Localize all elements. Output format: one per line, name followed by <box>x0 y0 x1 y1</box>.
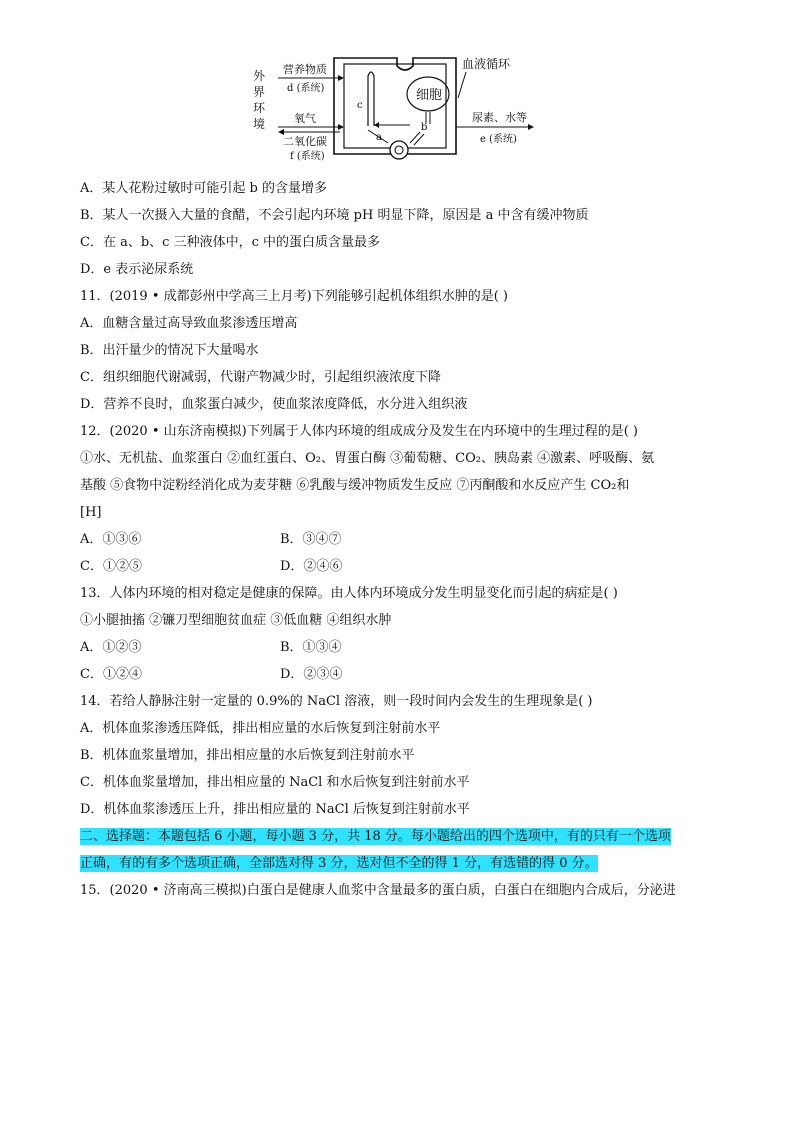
q12-options-row-2 <box>80 553 720 580</box>
arrow-a-b <box>410 132 420 143</box>
outside-label-3: 环 <box>253 101 266 115</box>
q11-option-d: D．营养不良时，血浆蛋白减少，使血浆浓度降低，水分进入组织液 <box>80 397 468 412</box>
label-b: b <box>421 122 428 133</box>
q13-options-row-1 <box>80 634 720 661</box>
system-f-label: f (系统) <box>290 151 325 162</box>
section2-heading-line-1 <box>80 823 720 850</box>
blood-circulation-label: 血液循环 <box>462 57 511 71</box>
q12-option-a: A．①③⑥ <box>80 532 142 547</box>
arrow-head <box>374 122 379 128</box>
arrow-head <box>528 124 534 130</box>
section2-highlight-2: 正确，有的有多个选项正确，全部选对得 3 分，选对但不全的得 1 分，有选错的得 0 分。 <box>80 856 598 871</box>
q11-option-c: C．组织细胞代谢减弱，代谢产物减少时，引起组织液浓度下降 <box>80 370 441 385</box>
section2-heading-line-2 <box>80 850 720 877</box>
q10-option-a: A．某人花粉过敏时可能引起 b 的含量增多 <box>80 181 327 196</box>
outside-label-4: 境 <box>253 117 266 131</box>
question-content <box>80 175 720 904</box>
q11-stem: 11．(2019 • 成都彭州中学高三上月考)下列能够引起机体组织水肿的是( ) <box>80 289 508 304</box>
q12-items-line-3: [H] <box>80 505 102 520</box>
nutrients-label: 营养物质 <box>283 63 327 76</box>
q12-options-row-1 <box>80 526 720 553</box>
q11-option-a: A．血糖含量过高导致血浆渗透压增高 <box>80 316 298 331</box>
q14-option-b: B．机体血浆量增加，排出相应量的水后恢复到注射前水平 <box>80 748 415 763</box>
outside-label-1: 外 <box>253 69 266 83</box>
q12-option-d: D．②④⑥ <box>280 559 343 574</box>
q13-options-row-2 <box>80 661 720 688</box>
q10-option-c: C．在 a、b、c 三种液体中，c 中的蛋白质含量最多 <box>80 235 380 250</box>
q10-option-d: D．e 表示泌尿系统 <box>80 262 194 277</box>
system-e-label: e (系统) <box>480 134 517 145</box>
q13-items: ①小腿抽搐 ②镰刀型细胞贫血症 ③低血糖 ④组织水肿 <box>80 613 392 628</box>
co2-label: 二氧化碳 <box>283 135 327 148</box>
q13-option-d: D．②③④ <box>280 667 343 682</box>
label-c: c <box>357 100 363 111</box>
q14-option-c: C．机体血浆量增加，排出相应量的 NaCl 和水后恢复到注射前水平 <box>80 775 470 790</box>
cell-label: 细胞 <box>416 88 443 103</box>
q15-stem: 15．(2020 • 济南高三模拟)白蛋白是健康人血浆中含量最多的蛋白质，白蛋白在细胞内合成后，分泌进 <box>80 883 676 898</box>
q13-stem: 13．人体内环境的相对稳定是健康的保障。由人体内环境成分发生明显变化而引起的病症是( ) <box>80 586 618 601</box>
arrow-b-a <box>414 134 424 145</box>
q12-items-line-2: 基酸 ⑤食物中淀粉经消化成为麦芽糖 ⑥乳酸与缓冲物质发生反应 ⑦丙酮酸和水反应产生 CO₂和 <box>80 478 630 493</box>
body-outline <box>334 58 456 154</box>
blood-vessel-circle <box>390 141 408 159</box>
q12-stem: 12．(2020 • 山东济南模拟)下列属于人体内环境的组成成分及发生在内环境中的生理过程的是( ) <box>80 424 638 439</box>
section2-highlight-1: 二、选择题：本题包括 6 小题，每小题 3 分，共 18 分。每小题给出的四个选项中，有的只有一个选项 <box>80 829 671 844</box>
blood-circulation-pointer <box>458 72 466 98</box>
arrow-head <box>338 75 344 81</box>
q12-option-c: C．①②⑤ <box>80 559 142 574</box>
q11-option-b: B．出汗量少的情况下大量喝水 <box>80 343 259 358</box>
q10-option-b: B．某人一次摄入大量的食醋，不会引起内环境 pH 明显下降，原因是 a 中含有缓冲物质 <box>80 208 589 223</box>
q13-option-a: A．①②③ <box>80 640 142 655</box>
q13-option-c: C．①②④ <box>80 667 142 682</box>
q13-option-b: B．①③④ <box>280 640 342 655</box>
outside-label-2: 界 <box>253 85 266 99</box>
internal-environment-diagram <box>250 50 570 165</box>
system-d-label: d (系统) <box>287 83 325 94</box>
q12-option-b: B．③④⑦ <box>280 532 342 547</box>
q12-items-line-1: ①水、无机盐、血浆蛋白 ②血红蛋白、O₂、胃蛋白酶 ③葡萄糖、CO₂、胰岛素 ④激素、呼吸酶、氨 <box>80 451 655 466</box>
urea-water-label: 尿素、水等 <box>472 111 527 124</box>
oxygen-label: 氧气 <box>294 112 316 125</box>
q14-option-d: D．机体血浆渗透压上升，排出相应量的 NaCl 后恢复到注射前水平 <box>80 802 470 817</box>
label-a: a <box>376 132 382 143</box>
arrow-head <box>338 124 344 130</box>
diagram-svg <box>250 50 570 165</box>
lymph-vessel <box>368 72 374 126</box>
q14-option-a: A．机体血浆渗透压降低，排出相应量的水后恢复到注射前水平 <box>80 721 441 736</box>
q14-stem: 14．若给人静脉注射一定量的 0.9%的 NaCl 溶液，则一段时间内会发生的生理现象是( ) <box>80 694 593 709</box>
